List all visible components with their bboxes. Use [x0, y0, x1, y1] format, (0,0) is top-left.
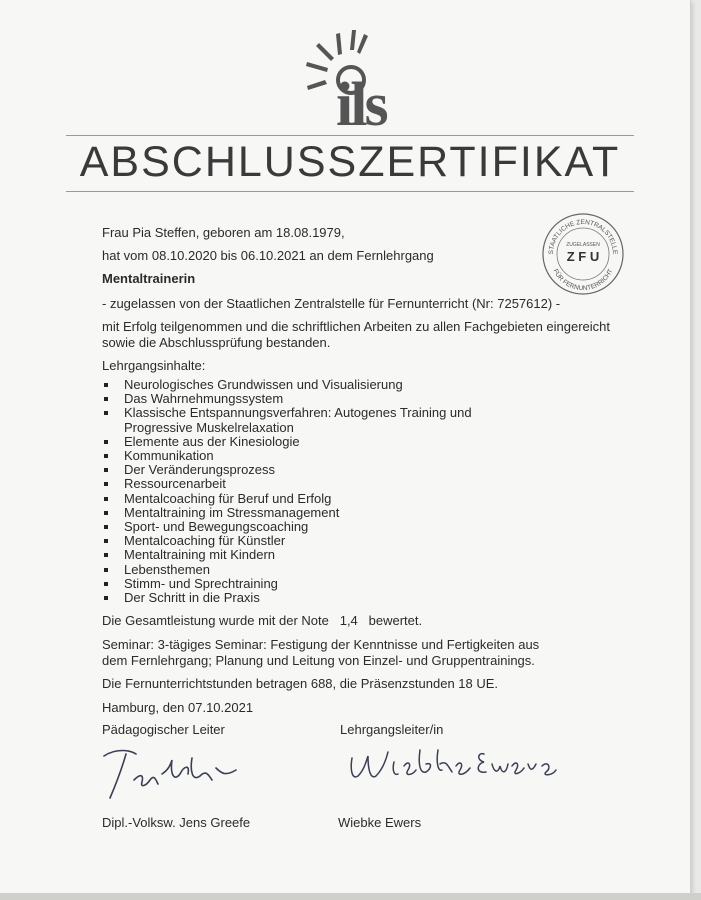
list-item: Lebensthemen	[102, 563, 602, 577]
period-line: hat vom 08.10.2020 bis 06.10.2021 an dem Fernlehrgang	[102, 248, 434, 263]
hours-text: Die Fernunterrichtstunden betragen 688, die Präsenzstunden 18 UE.	[102, 676, 499, 691]
grade-prefix: Die Gesamtleistung wurde mit der Note	[102, 613, 329, 628]
seal-middle-text: ZUGELASSEN	[566, 242, 600, 248]
topics-list	[102, 378, 602, 605]
right-signer-name: Wiebke Ewers	[338, 815, 422, 830]
list-item: Der Veränderungsprozess	[102, 463, 602, 477]
left-signature	[96, 740, 266, 805]
list-item: Mentaltraining im Stressmanagement	[102, 506, 602, 520]
seal-letters: Z F U	[566, 249, 600, 264]
list-item: Ressourcenarbeit	[102, 477, 602, 491]
list-item: Der Schritt in die Praxis	[102, 591, 602, 605]
seminar-text: Seminar: 3-tägiges Seminar: Festigung der Kenntnisse und Fertigkeiten aus dem Fernlehrgang; Planung und Leitung von Einzel- und Gruppentrainings.	[102, 637, 540, 668]
left-signer-role: Pädagogischer Leiter	[102, 722, 225, 737]
list-item: Mentalcoaching für Beruf und Erfolg	[102, 492, 602, 506]
completion-text: mit Erfolg teilgenommen und die schriftlichen Arbeiten zu allen Fachgebieten eingereicht sowie die Abschlussprüfung bestanden.	[102, 319, 611, 350]
title-rule-top	[66, 135, 634, 136]
recipient-line: Frau Pia Steffen, geboren am 18.08.1979,	[102, 225, 345, 240]
right-signer-role: Lehrgangsleiter/in	[340, 722, 444, 737]
course-name: Mentaltrainerin	[102, 271, 196, 286]
logo-text: ils	[336, 71, 386, 130]
seal-bottom-text: FÜR FERNUNTERRICHT	[551, 268, 615, 293]
list-item: Kommunikation	[102, 449, 602, 463]
contents-label: Lehrgangsinhalte:	[102, 358, 206, 373]
zfu-seal	[541, 212, 625, 296]
approval-line: - zugelassen von der Staatlichen Zentralstelle für Fernunterricht (Nr: 7257612) -	[102, 296, 561, 311]
list-item: Mentalcoaching für Künstler	[102, 534, 602, 548]
page-title: ABSCHLUSSZERTIFIKAT	[79, 138, 621, 186]
place-date: Hamburg, den 07.10.2021	[102, 700, 254, 715]
list-item: Neurologisches Grundwissen und Visualisierung	[102, 378, 602, 392]
page-edge	[0, 893, 701, 900]
list-item: Stimm- und Sprechtraining	[102, 577, 602, 591]
title-rule-bottom	[66, 191, 634, 192]
grade-suffix: bewertet.	[368, 613, 423, 628]
list-item: Elemente aus der Kinesiologie	[102, 435, 602, 449]
list-item: Mentaltraining mit Kindern	[102, 548, 602, 562]
grade-line	[102, 613, 422, 629]
left-signer-name: Dipl.-Volksw. Jens Greefe	[102, 815, 251, 830]
seal-top-text: STAATLICHE ZENTRALSTELLE	[547, 218, 619, 255]
list-item: Klassische Entspannungsverfahren: Autogenes Training und Progressive Muskelrelaxation	[102, 406, 524, 434]
list-item: Das Wahrnehmungssystem	[102, 392, 602, 406]
list-item: Sport- und Bewegungscoaching	[102, 520, 602, 534]
ils-logo	[292, 30, 412, 130]
right-signature	[342, 740, 572, 795]
grade-value: 1,4	[339, 613, 358, 628]
